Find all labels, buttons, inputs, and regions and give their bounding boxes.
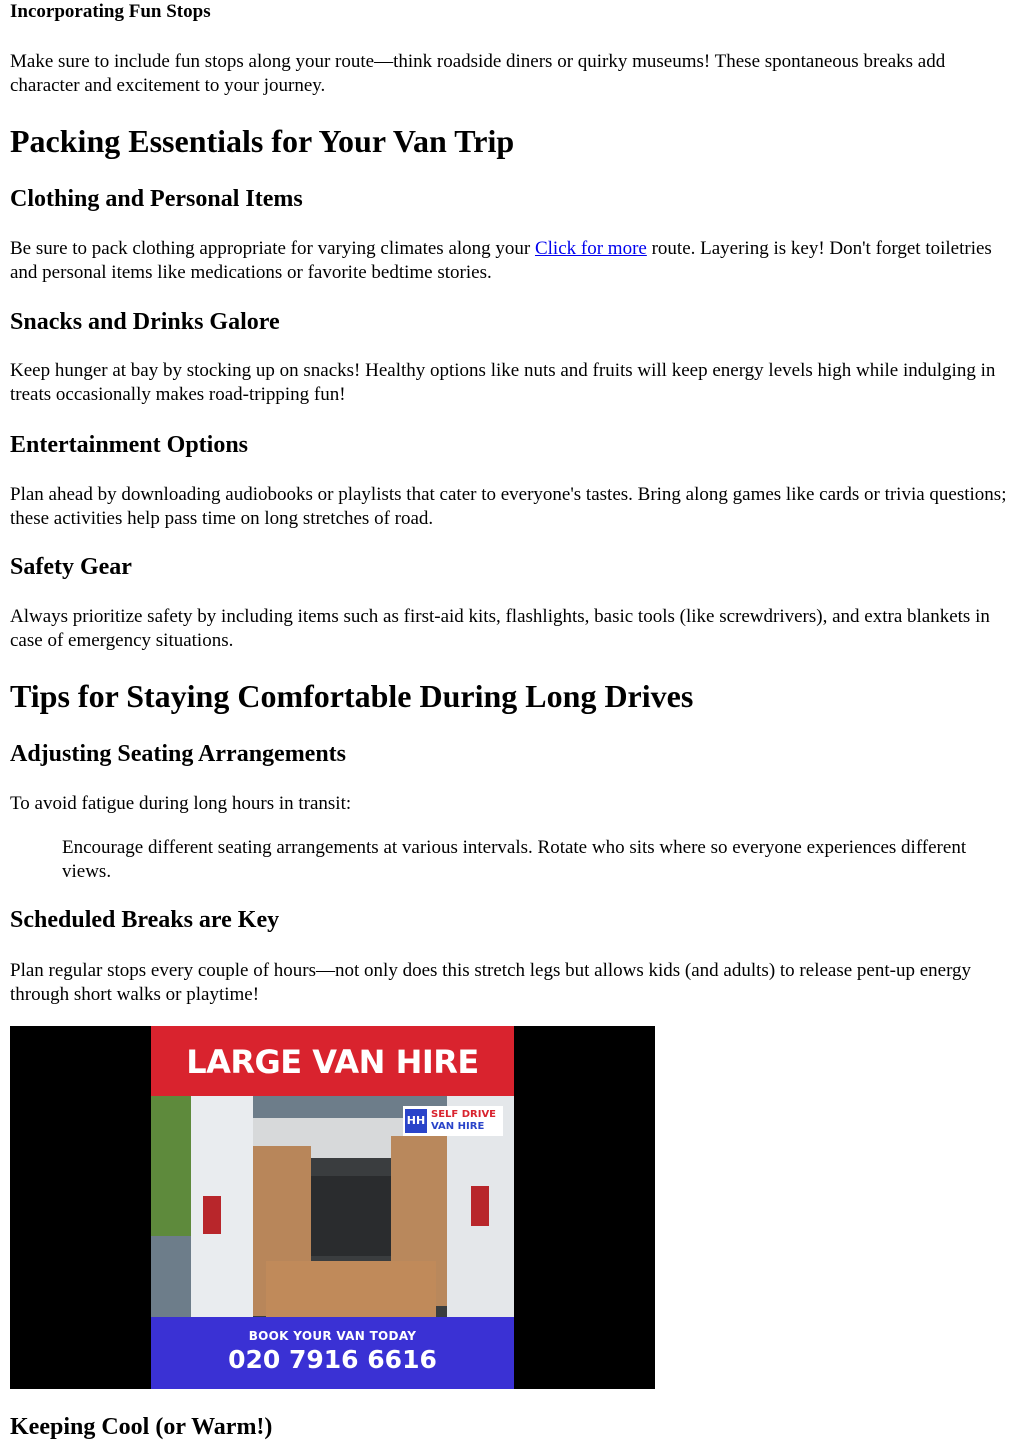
paragraph-snacks: Keep hunger at bay by stocking up on snacks! Healthy options like nuts and fruits will keep energy levels high while indulging in treats occasionally makes road-tripping fun! — [10, 360, 996, 405]
van-left-door — [191, 1096, 253, 1317]
logo-line-1: SELF DRIVE — [431, 1109, 497, 1120]
heading-fun-stops: Incorporating Fun Stops — [10, 1, 211, 22]
left-tail-light — [203, 1196, 221, 1234]
van-back-wall — [309, 1176, 391, 1256]
heading-safety-gear: Safety Gear — [10, 554, 132, 580]
heading-comfort-tips: Tips for Staying Comfortable During Long Drives — [10, 678, 694, 714]
clothing-text-before: Be sure to pack clothing appropriate for varying climates along your — [10, 238, 535, 259]
heading-keeping-cool: Keeping Cool (or Warm!) — [10, 1414, 273, 1440]
ad-title-banner: LARGE VAN HIRE — [151, 1026, 514, 1096]
clothing-text-after: route. Layering is key! Don't forget toiletries and personal items like medications or favorite bedtime stories. — [10, 238, 992, 283]
right-tail-light — [471, 1186, 489, 1226]
ad-cta-banner — [151, 1317, 514, 1389]
logo-mark-icon: HH — [405, 1109, 427, 1133]
van-floor — [266, 1261, 436, 1317]
click-for-more-link[interactable]: Click for more — [534, 238, 647, 259]
logo-line-2: VAN HIRE — [431, 1121, 485, 1132]
blockquote-seating: Encourage different seating arrangements at various intervals. Rotate who sits where so everyone experiences different views. — [62, 837, 967, 882]
self-drive-logo — [403, 1106, 503, 1136]
heading-seating: Adjusting Seating Arrangements — [10, 741, 347, 767]
ad-phone-number: 020 7916 6616 — [228, 1345, 437, 1374]
paragraph-fun-stops: Make sure to include fun stops along your route—think roadside diners or quirky museums! These spontaneous breaks add character and excitement to your journey. — [10, 51, 946, 96]
heading-packing-essentials: Packing Essentials for Your Van Trip — [10, 123, 515, 159]
van-hire-video[interactable] — [10, 1026, 655, 1389]
paragraph-seating-intro: To avoid fatigue during long hours in transit: — [10, 793, 352, 814]
ad-cta-text: BOOK YOUR VAN TODAY — [248, 1329, 417, 1343]
van-hire-poster — [151, 1026, 514, 1389]
paragraph-entertainment: Plan ahead by downloading audiobooks or playlists that cater to everyone's tastes. Bring along games like cards or trivia questions; these activities help pass time on long stretches of road. — [10, 484, 1007, 529]
heading-snacks: Snacks and Drinks Galore — [10, 309, 280, 335]
paragraph-breaks: Plan regular stops every couple of hours—not only does this stretch legs but allows kids (and adults) to release pent-up energy through short walks or playtime! — [10, 960, 972, 1005]
paragraph-safety-gear: Always prioritize safety by including items such as first-aid kits, flashlights, basic tools (like screwdrivers), and extra blankets in case of emergency situations. — [10, 606, 990, 651]
paragraph-clothing — [10, 237, 1010, 284]
heading-clothing: Clothing and Personal Items — [10, 186, 303, 212]
heading-entertainment: Entertainment Options — [10, 432, 249, 458]
heading-breaks: Scheduled Breaks are Key — [10, 907, 280, 933]
